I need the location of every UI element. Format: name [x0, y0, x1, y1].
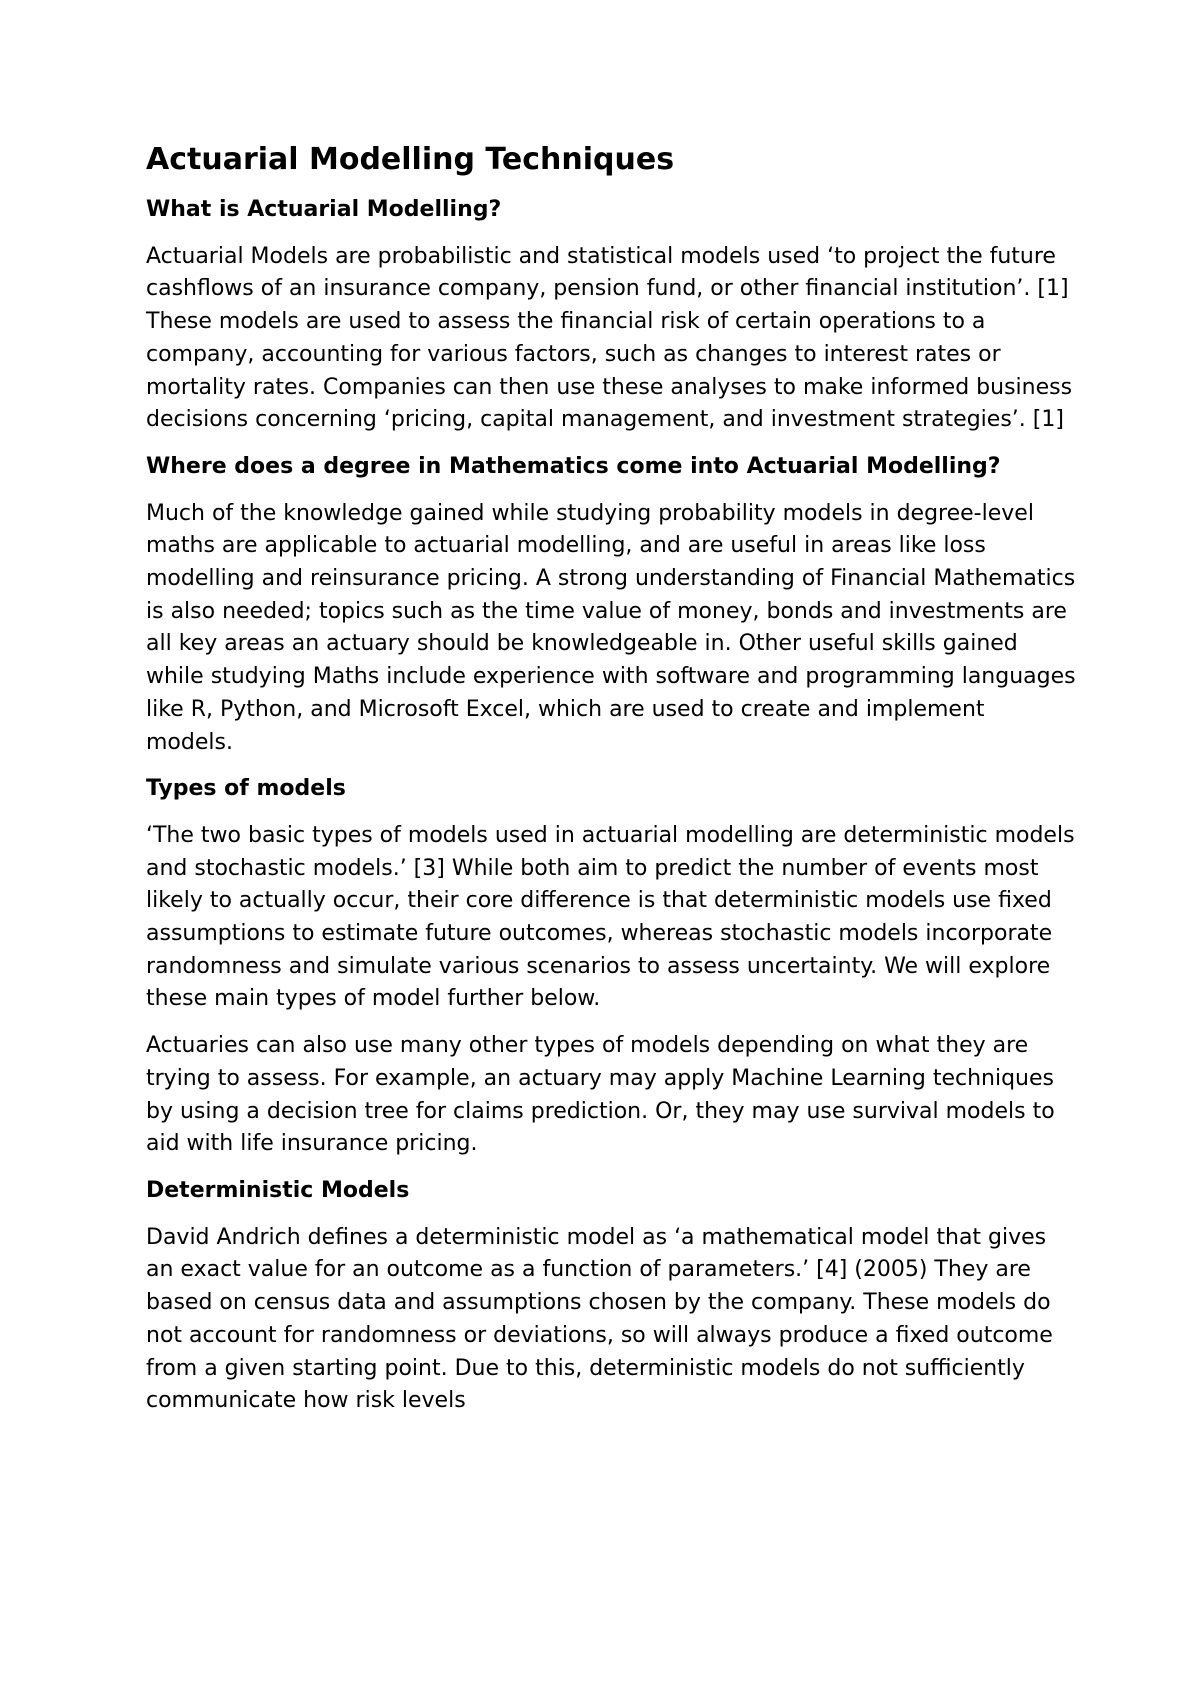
- document-page: [146, 140, 1076, 1432]
- section-heading-deterministic: Deterministic Models: [146, 1177, 410, 1203]
- section-paragraph: Actuarial Models are probabilistic and statistical models used ‘to project the future cashflows of an insurance company, pension fund, or other financial institution’. [1] These models are used to assess the financial risk of certain operations to a company, accounting for various factors, such as changes to interest rates or mortality rates. Companies can then use these analyses to make informed business decisions concerning ‘pricing, capital management, and investment strategies’. [1]: [146, 243, 1073, 433]
- document-title: Actuarial Modelling Techniques: [146, 142, 675, 177]
- section-heading-types: Types of models: [146, 776, 346, 802]
- section-heading-degree: Where does a degree in Mathematics come into Actuarial Modelling?: [146, 453, 1001, 479]
- section-heading-what-is: What is Actuarial Modelling?: [146, 197, 502, 222]
- section-paragraph: Much of the knowledge gained while studying probability models in degree-level maths are applicable to actuarial modelling, and are useful in areas like loss modelling and reinsurance pricing. A strong understanding of Financial Mathematics is also needed; topics such as the time value of money, bonds and investments are all key areas an actuary should be knowledgeable in. Other useful skills gained while studying Maths include experience with software and programming languages like R, Python, and Microsoft Excel, which are used to create and implement models.: [146, 500, 1076, 755]
- section-paragraph: ‘The two basic types of models used in actuarial modelling are deterministic models and stochastic models.’ [3] While both aim to predict the number of events most likely to actually occur, their core difference is that deterministic models use fixed assumptions to estimate future outcomes, whereas stochastic models incorporate randomness and simulate various scenarios to assess uncertainty. We will explore these main types of model further below.: [146, 822, 1075, 1012]
- section-paragraph: David Andrich defines a deterministic model as ‘a mathematical model that gives an exact value for an outcome as a function of parameters.’ [4] (2005) They are based on census data and assumptions chosen by the company. These models do not account for randomness or deviations, so will always produce a fixed outcome from a given starting point. Due to this, deterministic models do not sufficiently communicate how risk levels: [146, 1224, 1053, 1414]
- section-paragraph: Actuaries can also use many other types of models depending on what they are trying to assess. For example, an actuary may apply Machine Learning techniques by using a decision tree for claims prediction. Or, they may use survival models to aid with life insurance pricing.: [146, 1033, 1055, 1157]
